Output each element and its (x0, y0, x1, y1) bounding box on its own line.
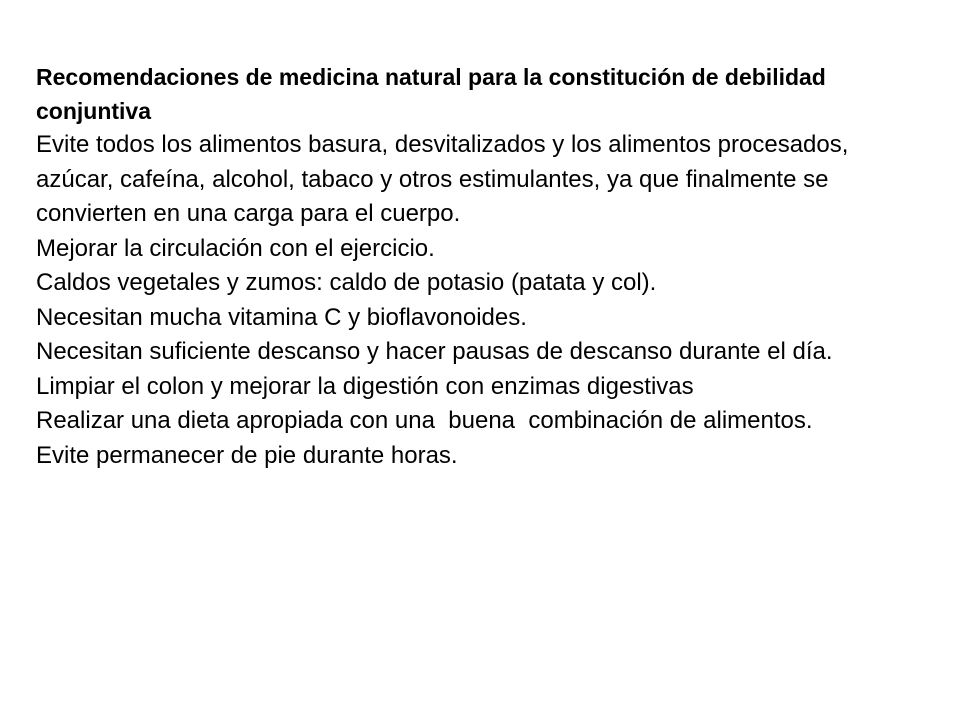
paragraph-circulation: Mejorar la circulación con el ejercicio. (36, 234, 435, 262)
paragraph-diet: Realizar una dieta apropiada con una buena combinación de alimentos. (36, 407, 813, 434)
paragraph-vitamin-c: Necesitan mucha vitamina C y bioflavonoides. (36, 303, 527, 331)
paragraph-standing: Evite permanecer de pie durante horas. (36, 441, 458, 469)
slide-content (36, 60, 926, 473)
paragraph-broths: Caldos vegetales y zumos: caldo de potasio (patata y col). (36, 269, 657, 296)
paragraph-colon: Limpiar el colon y mejorar la digestión con enzimas digestivas (36, 372, 694, 400)
paragraph-junk-food: Evite todos los alimentos basura, desvitalizados y los alimentos procesados, azúcar, cafeína, alcohol, tabaco y otros estimulantes, ya que finalmente se convierten en una carga para el cuerpo. (36, 131, 849, 227)
slide-title: Recomendaciones de medicina natural para la constitución de debilidad conjuntiva (36, 64, 826, 124)
paragraph-rest: Necesitan suficiente descanso y hacer pausas de descanso durante el día. (36, 338, 833, 365)
